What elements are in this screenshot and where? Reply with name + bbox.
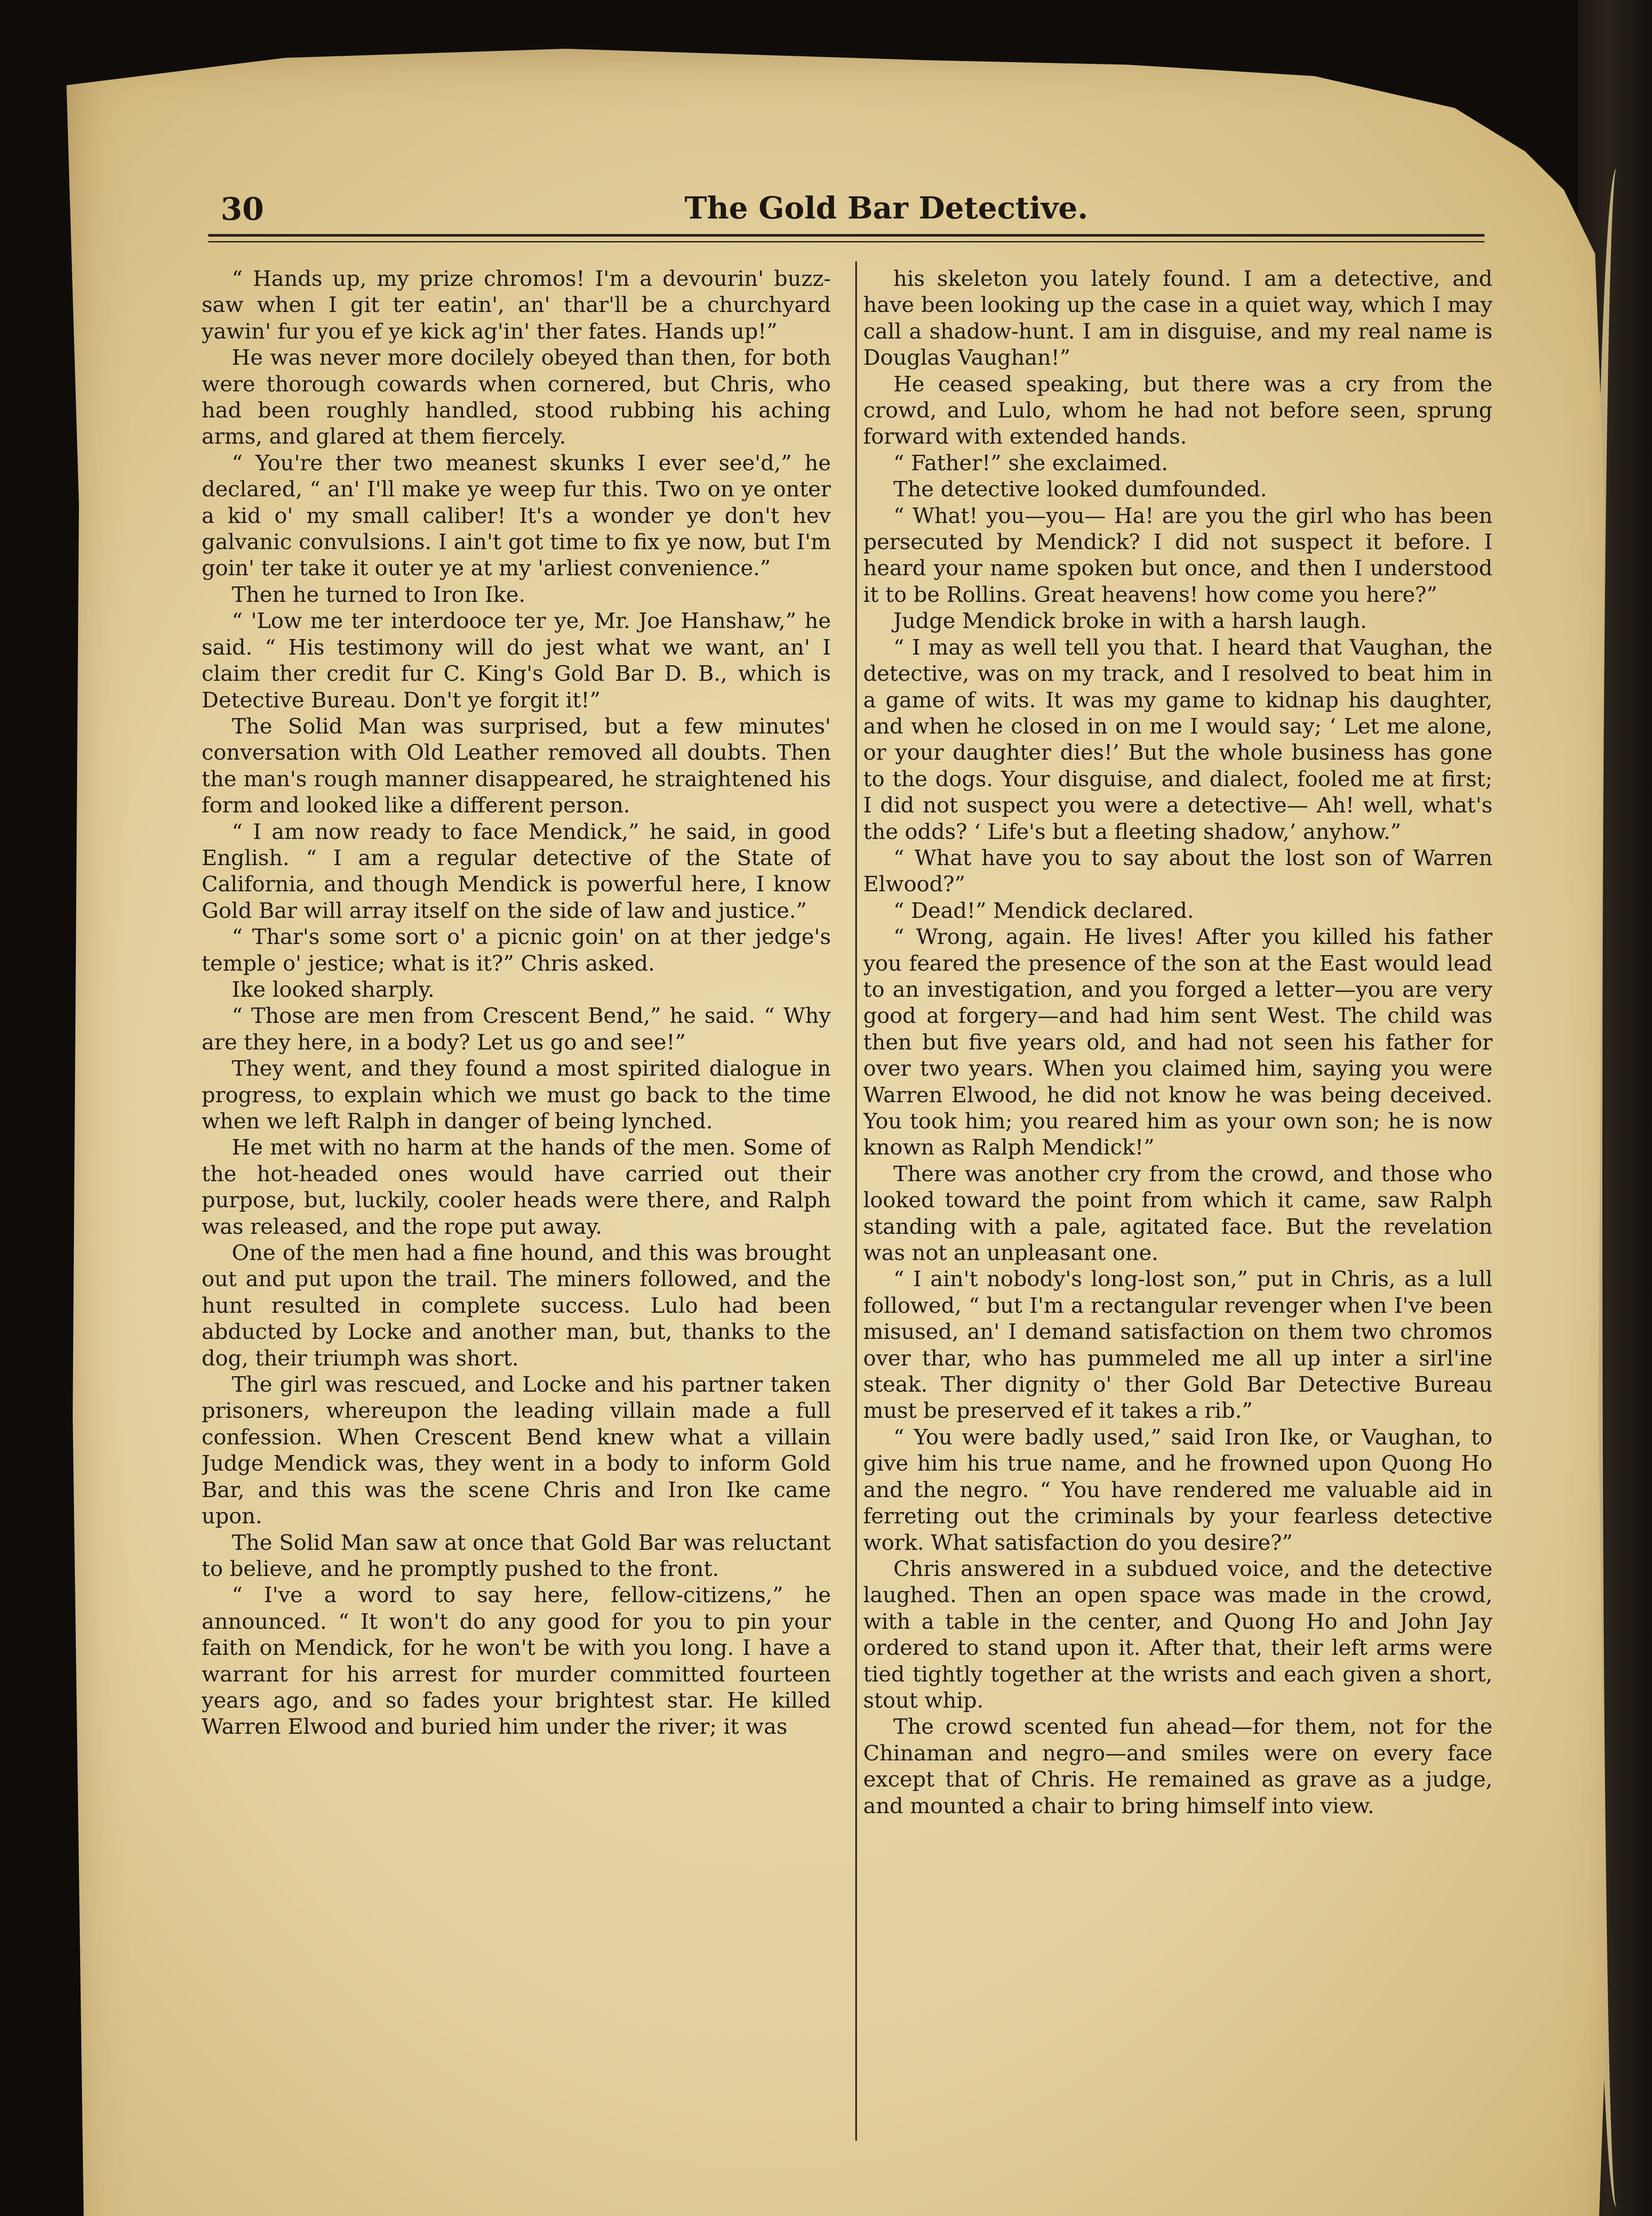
paragraph: “ I may as well tell you that. I heard that Vaughan, the detective, was on my track, and I resolved to beat him in a game of wits. It was my game to kidnap his daughter, and when he closed in on me I would say; ‘ Let me alone, or your daughter dies!’ But the whole business has gone to the dogs. Your disguise, and dialect, fooled me at first; I did not suspect you were a detective— Ah! well, what's the odds? ‘ Life's but a fleeting shadow,’ anyhow.”: [863, 635, 1492, 844]
paragraph: “ You were badly used,” said Iron Ike, or Vaughan, to give him his true name, and he frowned upon Quong Ho and the negro. “ You have rendered me valuable aid in ferreting out the criminals by your fearless detective work. What satisfaction do you desire?”: [863, 1424, 1492, 1555]
paragraph: The crowd scented fun ahead—for them, not for the Chinaman and negro—and smiles were on every face except that of Chris. He remained as grave as a judge, and mounted a chair to bring himself into view.: [863, 1714, 1492, 1818]
paragraph: “ Hands up, my prize chromos! I'm a devourin' buzz-saw when I git ter eatin', an' thar'll be a churchyard yawin' fur you ef ye kick ag'in' ther fates. Hands up!”: [202, 266, 831, 344]
paragraph: The Solid Man saw at once that Gold Bar was reluctant to believe, and he promptly pushed to the front.: [202, 1530, 831, 1581]
running-title: The Gold Bar Detective.: [684, 191, 1088, 226]
paragraph: The girl was rescued, and Locke and his partner taken prisoners, whereupon the leading villain made a full confession. When Crescent Bend knew what a villain Judge Mendick was, they went in a body to inform Gold Bar, and this was the scene Chris and Iron Ike came upon.: [202, 1372, 831, 1529]
paragraph: “ You're ther two meanest skunks I ever see'd,” he declared, “ an' I'll make ye weep fur this. Two on ye onter a kid o' my small caliber! It's a wonder ye don't hev galvanic convulsions. I ain't got time to fix ye now, but I'm goin' ter take it outer ye at my 'arliest convenience.”: [202, 450, 831, 581]
column-divider: [855, 261, 857, 2141]
paragraph: They went, and they found a most spirited dialogue in progress, to explain which we must go back to the time when we left Ralph in danger of being lynched.: [202, 1056, 831, 1134]
paragraph: One of the men had a fine hound, and this was brought out and put upon the trail. The miners followed, and the hunt resulted in complete success. Lulo had been abducted by Locke and another man, but, thanks to the dog, their triumph was short.: [202, 1241, 831, 1371]
paragraph: Then he turned to Iron Ike.: [232, 582, 526, 607]
page-number: 30: [221, 191, 264, 227]
right-column: [863, 266, 1492, 2141]
paragraph: He was never more docilely obeyed than then, for both were thorough cowards when cornered, but Chris, who had been roughly handled, stood rubbing his aching arms, and glared at them fiercely.: [202, 345, 831, 449]
paragraph: Ike looked sharply.: [232, 977, 435, 1002]
paragraph: “ What! you—you— Ha! are you the girl who has been persecuted by Mendick? I did not suspect it before. I heard your name spoken but once, and then I understood it to be Rollins. Great heavens! how come you here?”: [863, 503, 1492, 607]
paragraph: He met with no harm at the hands of the men. Some of the hot-headed ones would have carried out their purpose, but, luckily, cooler heads were there, and Ralph was released, and the rope put away.: [202, 1135, 831, 1239]
paragraph: The detective looked dumfounded.: [893, 477, 1267, 502]
header-rule-thin: [208, 241, 1484, 242]
paragraph: The Solid Man was surprised, but a few minutes' conversation with Old Leather removed all doubts. Then the man's rough manner disappeared, he straightened his form and looked like a different person.: [202, 714, 831, 818]
paragraph: “ I've a word to say here, fellow-citizens,” he announced. “ It won't do any good for you to pin your faith on Mendick, for he won't be with you long. I have a warrant for his arrest for murder committed fourteen years ago, and so fades your brightest star. He killed Warren Elwood and buried him under the river; it was: [202, 1583, 831, 1740]
paragraph: Judge Mendick broke in with a harsh laugh.: [893, 609, 1367, 634]
paragraph: There was another cry from the crowd, and those who looked toward the point from which it came, saw Ralph standing with a pale, agitated face. But the revelation was not an unpleasant one.: [863, 1161, 1492, 1266]
paragraph: “ What have you to say about the lost son of Warren Elwood?”: [863, 845, 1492, 897]
left-column: [202, 266, 831, 2141]
paragraph: “ Those are men from Crescent Bend,” he said. “ Why are they here, in a body? Let us go and see!”: [202, 1003, 831, 1055]
paragraph: “ Wrong, again. He lives! After you killed his father you feared the presence of the son at the East would lead to an investigation, and you forged a letter—you are very good at forgery—and had him sent West. The child was then but five years old, and had not seen his father for over two years. When you claimed him, saying you were Warren Elwood, he did not know he was being deceived. You took him; you reared him as your own son; he is now known as Ralph Mendick!”: [863, 925, 1492, 1160]
paragraph: “ I ain't nobody's long-lost son,” put in Chris, as a lull followed, “ but I'm a rectangular revenger when I've been misused, an' I demand satisfaction on them two chromos over thar, who has pummeled me all up inter a sirl'ine steak. Ther dignity o' ther Gold Bar Detective Bureau must be preserved ef it takes a rib.”: [863, 1267, 1492, 1424]
paragraph: Chris answered in a subdued voice, and the detective laughed. Then an open space was made in the crowd, with a table in the center, and Quong Ho and John Jay ordered to stand upon it. After that, their left arms were tied tightly together at the wrists and each given a short, stout whip.: [863, 1556, 1492, 1713]
page-header: [208, 191, 1484, 239]
paragraph: “ Dead!” Mendick declared.: [893, 898, 1194, 923]
header-rule: [208, 234, 1484, 237]
paragraph: He ceased speaking, but there was a cry from the crowd, and Lulo, whom he had not before seen, sprung forward with extended hands.: [863, 371, 1492, 449]
paragraph: “ Thar's some sort o' a picnic goin' on at ther jedge's temple o' jestice; what is it?” Chris asked.: [202, 925, 831, 976]
paragraph: “ Father!” she exclaimed.: [893, 450, 1168, 476]
paragraph: his skeleton you lately found. I am a detective, and have been looking up the case in a quiet way, which I may call a shadow-hunt. I am in disguise, and my real name is Douglas Vaughan!”: [863, 266, 1492, 371]
paragraph: “ I am now ready to face Mendick,” he said, in good English. “ I am a regular detective of the State of California, and though Mendick is powerful here, I know Gold Bar will array itself on the side of law and justice.”: [202, 819, 831, 923]
paragraph: “ 'Low me ter interdooce ter ye, Mr. Joe Hanshaw,” he said. “ His testimony will do jest what we want, an' I claim ther credit fur C. King's Gold Bar D. B., which is Detective Bureau. Don't ye forgit it!”: [202, 609, 831, 713]
